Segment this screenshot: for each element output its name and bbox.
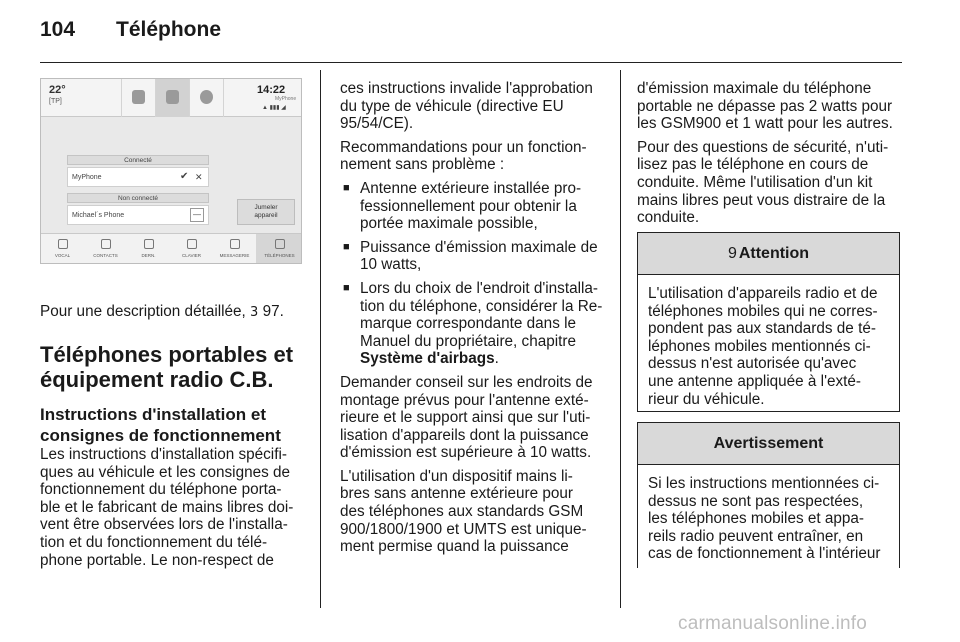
other-device-name: Michael´s Phone	[72, 212, 125, 219]
warning-box	[637, 422, 900, 568]
reference-arrow-icon: 3	[250, 305, 259, 320]
other-device-row	[67, 205, 209, 225]
col2-para-4: L'utilisation d'un dispositif mains li- bres sans antenne extérieure pour des téléphones aux standards GSM 900/1800/1900 et UMTS est unique- ment permise quand la puissance	[340, 467, 587, 556]
figure-caption: Pour une description détaillée, 3 97.	[40, 303, 284, 320]
connected-device-name: MyPhone	[72, 174, 102, 181]
screen-tab-apps	[189, 79, 223, 117]
phones-icon	[275, 239, 285, 249]
section-heading: Téléphones portables et équipement radio C.B.	[40, 342, 294, 392]
screen-phone-name: MyPhone	[275, 96, 297, 102]
connected-header: Connecté	[67, 155, 209, 165]
screen-bottom-keypad: CLAVIER	[170, 234, 213, 264]
column-divider-2	[620, 70, 621, 608]
recommendation-list	[340, 180, 610, 368]
column-divider-1	[320, 70, 321, 608]
attention-header	[638, 233, 899, 275]
airbag-chapter-link: Système d'airbags	[360, 350, 495, 368]
apps-icon	[200, 90, 213, 104]
screen-bottom-bar	[41, 233, 302, 264]
phone-icon	[166, 90, 179, 104]
col2-para-1: ces instructions invalide l'approbation du type de véhicule (directive EU 95/54/CE).	[340, 80, 593, 133]
list-item: ■ Lors du choix de l'endroit d'installa- tion du téléphone, considérer la Re- marque correspondante dans le Manuel du propriétaire, chapitre Système d'airbags.	[340, 280, 610, 368]
screen-status-icons: ▲ ▮▮▮ ◢	[262, 105, 286, 111]
screen-tab-empty	[223, 79, 253, 117]
screen-temperature: 22°	[49, 84, 66, 96]
col2-para-3: Demander conseil sur les endroits de montage prévus pour l'antenne exté- rieure et le support ainsi que sur l'uti- lisation d'appareils dont la puissance d'émission est supérieure à 10 watts.	[340, 373, 593, 462]
subsection-heading: Instructions d'installation et consignes de fonctionnement	[40, 405, 281, 445]
voice-icon	[58, 239, 68, 249]
col3-para-2: Pour des questions de sécurité, n'uti- lisez pas le téléphone en cours de conduite. Même l'utilisation d'un kit mains libres peut vous distraire de la conduite.	[637, 138, 889, 227]
warning-title: Avertissement	[713, 434, 824, 452]
close-icon: ✕	[195, 172, 203, 182]
recent-calls-icon	[144, 239, 154, 249]
page-header	[40, 18, 222, 42]
pair-device-button	[237, 199, 295, 225]
infotainment-screen-illustration	[40, 78, 302, 264]
screen-bottom-voice: VOCAL	[41, 234, 84, 264]
page-title: Téléphone	[116, 18, 222, 41]
warning-triangle-icon: 9	[727, 244, 737, 262]
col3-body	[637, 80, 905, 233]
keypad-icon	[187, 239, 197, 249]
attention-title: Attention	[738, 244, 810, 262]
watermark: carmanualsonline.info	[678, 613, 868, 634]
minus-icon: —	[190, 208, 204, 222]
list-item: ■ Antenne extérieure installée pro- fessionnellement pour obtenir la portée maximale possible,	[340, 180, 610, 233]
col2-para-2: Recommandations pour un fonction- nement sans problème :	[340, 138, 587, 174]
col1-body: Les instructions d'installation spécifi- ques au véhicule et les consignes de fonctionnement du téléphone porta- ble et le fabricant de mains libres doi- vent être observées lors de l'installa- tion et du fonctionnement du télé- phone portable. Le non-respect de	[40, 446, 294, 569]
col3-para-1: d'émission maximale du téléphone portable ne dépasse pas 2 watts pour les GSM900 et 1 watt pour les autres.	[637, 80, 893, 133]
screen-time: 14:22	[257, 84, 286, 96]
voicemail-icon	[230, 239, 240, 249]
page-number: 104	[40, 18, 76, 41]
screen-top-bar	[41, 79, 302, 117]
audio-icon	[132, 90, 145, 104]
pair-device-label-1: Jumeler	[254, 204, 278, 211]
pair-device-label-2: appareil	[254, 212, 278, 219]
screen-bottom-voicemail: MESSAGERIE	[213, 234, 256, 264]
screen-bottom-recent: DERN.	[127, 234, 170, 264]
warning-header	[638, 423, 899, 465]
screen-tab-audio	[121, 79, 155, 117]
warning-text: Si les instructions mentionnées ci- dessus ne sont pas respectées, les téléphones mobiles et appa- reils radio peuvent entraîner, en cas de fonctionnement à l'intérieur	[648, 475, 881, 563]
attention-text: L'utilisation d'appareils radio et de téléphones mobiles qui ne corres- pondent pas aux standards de té- léphones mobiles mentionnés ci- dessus n'est autorisée qu'avec une antenne appliquée à l'exté- rieur du véhicule.	[648, 285, 878, 408]
list-item: ■ Puissance d'émission maximale de 10 watts,	[340, 239, 610, 274]
attention-box	[637, 232, 900, 412]
header-rule	[40, 62, 902, 63]
screen-bottom-contacts: CONTACTS	[84, 234, 127, 264]
screen-bottom-phones: TÉLÉPHONES	[256, 234, 302, 264]
contacts-icon	[101, 239, 111, 249]
col2-body	[340, 80, 610, 562]
not-connected-header: Non connecté	[67, 193, 209, 203]
screen-tp: [TP]	[49, 98, 62, 105]
screen-tab-phone	[155, 79, 189, 117]
connected-device-row	[67, 167, 209, 187]
check-icon: ✔	[180, 171, 189, 182]
